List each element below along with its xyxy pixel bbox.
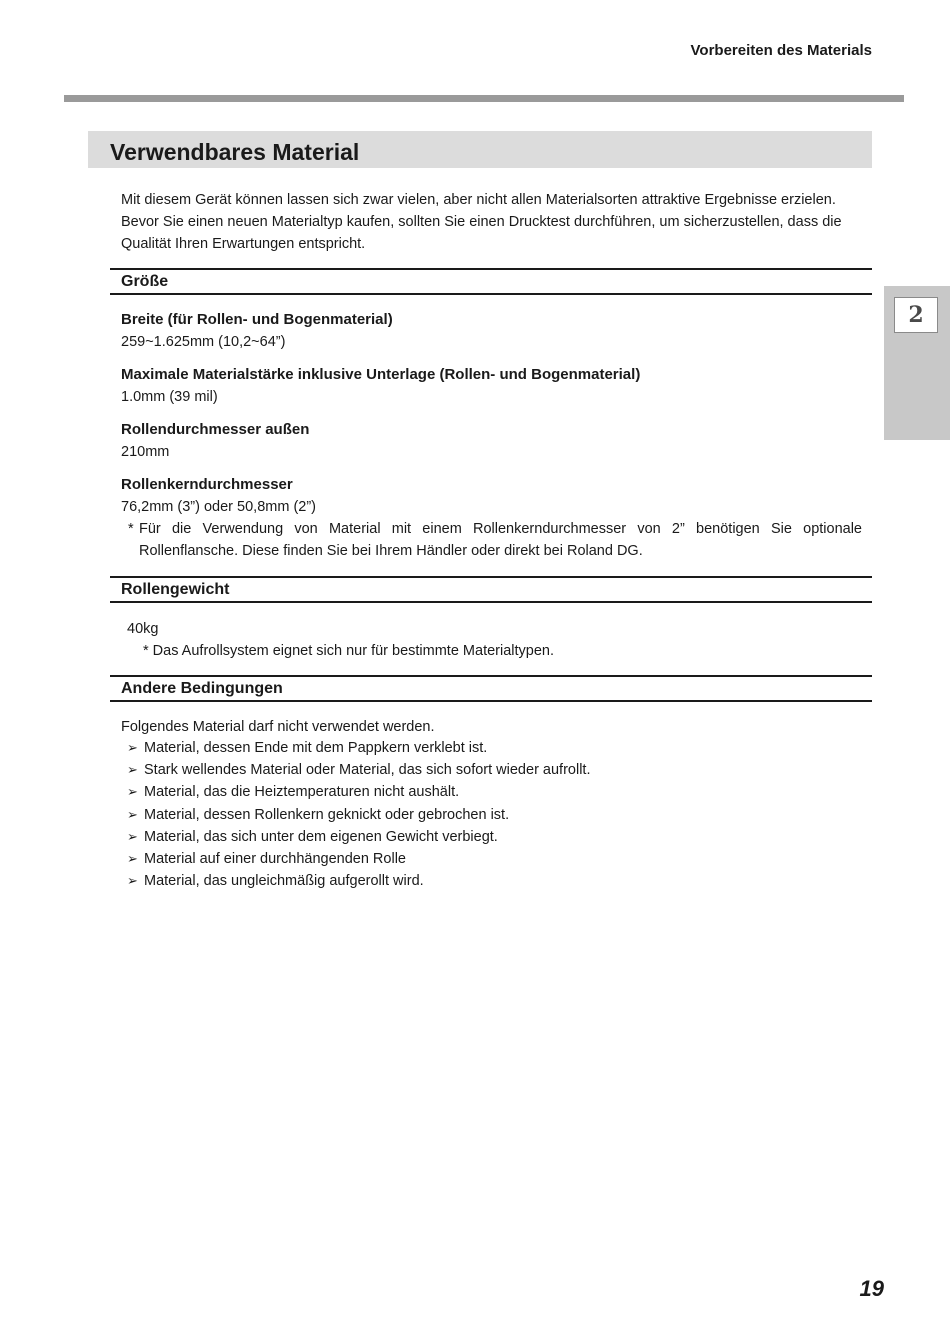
list-item: ➢ Stark wellendes Material oder Material, das sich sofort wieder aufrollt. <box>127 759 590 781</box>
rollengewicht-value: 40kg <box>127 621 159 637</box>
footnote-rollenflansche <box>128 518 862 562</box>
chapter-number: 2 <box>894 297 938 333</box>
running-header: Vorbereiten des Materials <box>690 42 872 59</box>
spec-item-rollenkerndurchmesser <box>121 474 863 518</box>
chapter-tab <box>884 286 950 440</box>
list-item: ➢ Material, das sich unter dem eigenen Gewicht verbiegt. <box>127 826 590 848</box>
arrow-bullet-icon: ➢ <box>127 740 138 755</box>
spec-value: 1.0mm (39 mil) <box>121 389 218 405</box>
page-number: 19 <box>859 1276 884 1301</box>
arrow-bullet-icon: ➢ <box>127 828 138 844</box>
footnote-text: Für die Verwendung von Material mit einem Rollenkerndurchmesser von 2” benötigen Sie optionale Rollenflansche. Diese finden Sie bei Ihrem Händler oder direkt bei Roland DG. <box>139 521 862 559</box>
spec-term: Maximale Materialstärke inklusive Unterlage (Rollen- und Bogenmaterial) <box>121 366 641 383</box>
page-title: Verwendbares Material <box>110 139 360 165</box>
arrow-bullet-icon: ➢ <box>127 806 138 822</box>
spec-term: Breite (für Rollen- und Bogenmaterial) <box>121 311 393 328</box>
footnote-mark: * <box>128 521 134 537</box>
list-item: ➢ Material, das die Heiztemperaturen nicht aushält. <box>127 781 590 803</box>
intro-paragraph: Mit diesem Gerät können lassen sich zwar vielen, aber nicht allen Materialsorten attraktive Ergebnisse erzielen. Bevor Sie einen neuen Materialtyp kaufen, sollten Sie einen Drucktest durchführen, um sicherzustellen, dass die Qualität Ihren Erwartungen entspricht. <box>121 192 842 252</box>
spec-term: Rollendurchmesser außen <box>121 421 310 438</box>
unsuitable-material-list <box>127 737 590 892</box>
arrow-bullet-icon: ➢ <box>127 762 138 778</box>
list-item: ➢ Material, dessen Ende mit dem Pappkern verklebt ist. <box>127 737 590 759</box>
section-heading-andere-bedingungen <box>110 675 872 702</box>
header-rule <box>64 95 904 102</box>
spec-value: 210mm <box>121 444 170 460</box>
spec-value: 76,2mm (3”) oder 50,8mm (2”) <box>121 499 316 515</box>
list-item: ➢ Material, das ungleichmäßig aufgerollt wird. <box>127 870 590 892</box>
section-heading-label: Andere Bedingungen <box>121 680 283 697</box>
list-item: ➢ Material auf einer durchhängenden Rolle <box>127 848 590 870</box>
andere-lead-text: Folgendes Material darf nicht verwendet werden. <box>121 719 435 735</box>
spec-item-breite <box>121 309 863 353</box>
arrow-bullet-icon: ➢ <box>127 873 138 889</box>
title-band <box>88 131 872 168</box>
section-heading-label: Rollengewicht <box>121 581 230 598</box>
list-item: ➢ Material, dessen Rollenkern geknickt oder gebrochen ist. <box>127 804 590 826</box>
rollengewicht-note: * Das Aufrollsystem eignet sich nur für bestimmte Materialtypen. <box>143 643 554 659</box>
section-heading-groesse <box>110 268 872 295</box>
arrow-bullet-icon: ➢ <box>127 851 138 867</box>
spec-value: 259~1.625mm (10,2~64”) <box>121 334 286 350</box>
section-heading-label: Größe <box>121 273 169 290</box>
spec-term: Rollenkerndurchmesser <box>121 476 293 493</box>
spec-item-rollendurchmesser <box>121 419 863 463</box>
spec-item-materialstaerke <box>121 364 863 408</box>
section-heading-rollengewicht <box>110 576 872 603</box>
arrow-bullet-icon: ➢ <box>127 784 138 800</box>
